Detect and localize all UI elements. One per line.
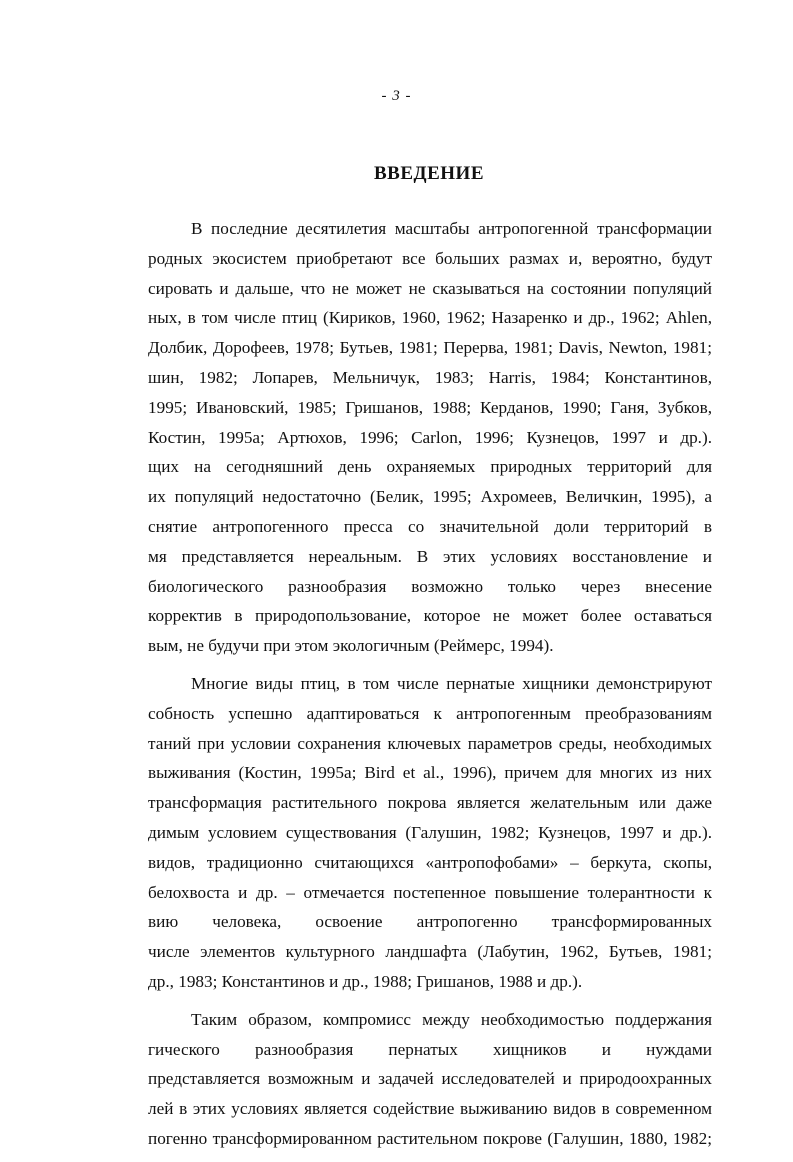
text-line: сировать и дальше, что не может не сказываться на состоянии популяций (148, 278, 712, 298)
text-line: снятие антропогенного пресса со значительной доли территорий в (148, 516, 712, 536)
paragraph-2 (148, 669, 712, 997)
text-line: трансформация растительного покрова является желательным или даже (148, 793, 712, 813)
text-line: их популяций недостаточно (Белик, 1995; Ахромеев, Величкин, 1995), а (148, 487, 712, 507)
text-line: видов, традиционно считающихся «антропофобами» – беркута, скопы, (148, 852, 712, 872)
text-line: 1995; Ивановский, 1985; Гришанов, 1988; Керданов, 1990; Ганя, Зубков, (148, 397, 712, 417)
text-line: таний при условии сохранения ключевых параметров среды, необходимых (148, 733, 712, 753)
text-line: родных экосистем приобретают все больших размах и, вероятно, будут (148, 248, 712, 268)
text-line: Костин, 1995а; Артюхов, 1996; Carlon, 1996; Кузнецов, 1997 и др.). (148, 427, 712, 447)
text-line: собность успешно адаптироваться к антропогенным преобразованиям (148, 703, 712, 723)
page-number: - 3 - (381, 88, 412, 104)
text-line: белохвоста и др. – отмечается постепенное повышение толерантности к (148, 882, 712, 902)
text-line: числе элементов культурного ландшафта (Лабутин, 1962, Бутьев, 1981; (148, 942, 712, 962)
text-line: В последние десятилетия масштабы антропогенной трансформации (191, 219, 712, 238)
text-line: шин, 1982; Лопарев, Мельничук, 1983; Harris, 1984; Константинов, (148, 367, 712, 387)
body-text (148, 214, 712, 1162)
text-line: погенно трансформированном растительном покрове (Галушин, 1880, 1982; (148, 1128, 712, 1148)
text-line: биологического разнообразия возможно только через внесение (148, 576, 712, 596)
text-line: Многие виды птиц, в том числе пернатые хищники демонстрируют (191, 673, 712, 693)
text-line: Таким образом, компромисс между необходимостью поддержания (191, 1009, 712, 1029)
page-title: ВВЕДЕНИЕ (374, 163, 484, 184)
text-line: мя представляется нереальным. В этих условиях восстановление и (148, 546, 712, 566)
text-line: Долбик, Дорофеев, 1978; Бутьев, 1981; Перерва, 1981; Davis, Newton, 1981; (148, 338, 712, 358)
text-line: корректив в природопользование, которое не может более оставаться (148, 606, 712, 626)
text-line: лей в этих условиях является содействие выживанию видов в современном (148, 1099, 712, 1119)
text-line: др., 1983; Константинов и др., 1988; Гришанов, 1988 и др.). (148, 971, 583, 991)
text-line: выживания (Костин, 1995а; Bird et al., 1996), причем для многих из них (148, 763, 712, 783)
text-line: представляется возможным и задачей исследователей и природоохранных (148, 1069, 712, 1089)
paragraph-3 (148, 1005, 712, 1154)
text-line: гического разнообразия пернатых хищников и нуждами (148, 1039, 712, 1059)
text-line: вию человека, освоение антропогенно трансформированных (148, 912, 712, 932)
text-line: димым условием существования (Галушин, 1982; Кузнецов, 1997 и др.). (148, 822, 712, 842)
paragraph-1 (148, 214, 712, 661)
text-line: щих на сегодняшний день охраняемых природных территорий для (148, 457, 712, 477)
text-line: вым, не будучи при этом экологичным (Реймерс, 1994). (148, 636, 554, 656)
text-line: ных, в том числе птиц (Кириков, 1960, 1962; Назаренко и др., 1962; Ahlen, (148, 308, 712, 328)
